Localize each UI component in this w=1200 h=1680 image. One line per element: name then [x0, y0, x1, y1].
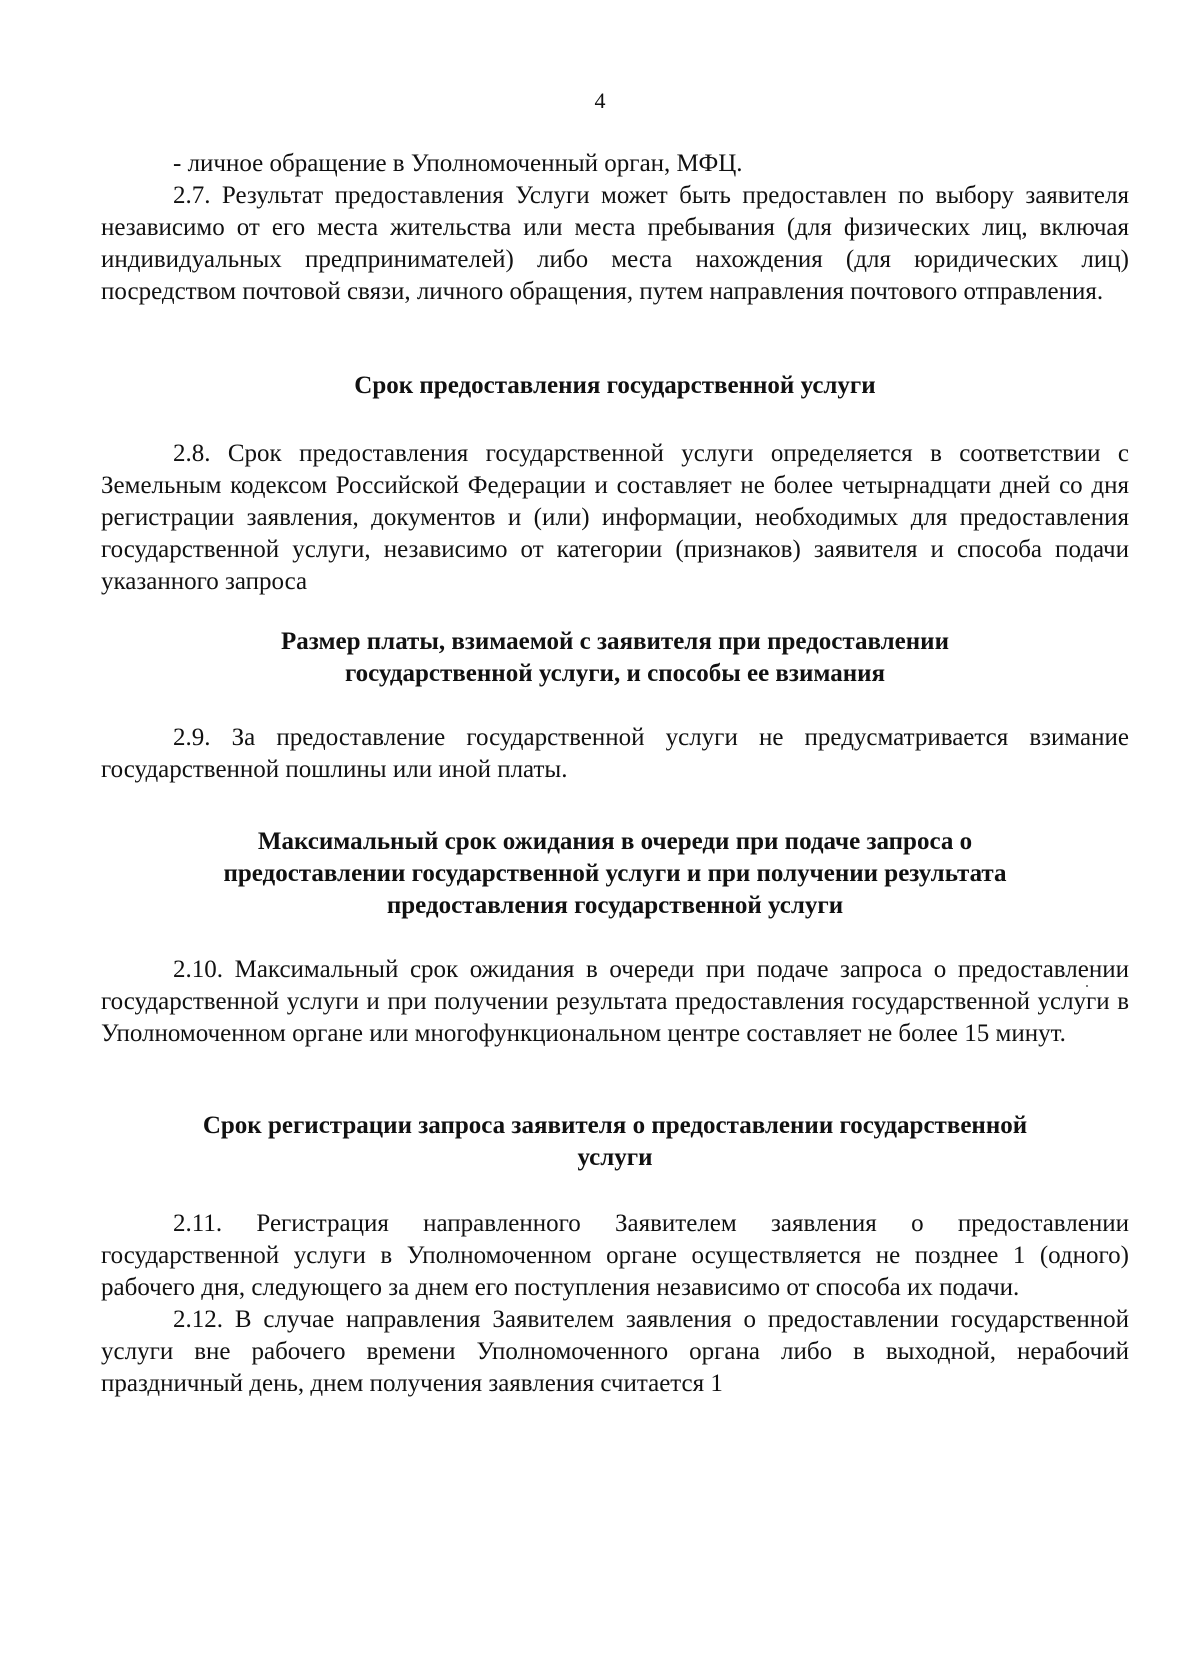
- heading-line: Срок регистрации запроса заявителя о предоставлении государственной: [202, 1112, 1028, 1139]
- text-block-2-11: [101, 1208, 1129, 1400]
- text-block-intro: [101, 148, 1129, 308]
- heading-line: государственной услуги, и способы ее взимания: [344, 660, 886, 687]
- heading-line: Размер платы, взимаемой с заявителя при предоставлении: [281, 628, 949, 655]
- paragraph-2-9: 2.9. За предоставление государственной услуги не предусматривается взимание государственной пошлины или иной платы.: [101, 724, 1129, 783]
- heading-line: предоставления государственной услуги: [386, 892, 844, 919]
- heading-line: предоставлении государственной услуги и при получении результата: [223, 860, 1007, 887]
- paragraph-2-12: 2.12. В случае направления Заявителем заявления о предоставлении государственной услуги вне рабочего времени Уполномоченного органа либо в выходной, нерабочий праздничный день, днем получения заявления считается 1: [101, 1306, 1129, 1397]
- heading-fee: [101, 626, 1129, 690]
- paragraph-2-11: 2.11. Регистрация направленного Заявителем заявления о предоставлении государственной услуги в Уполномоченном органе осуществляется не позднее 1 (одного) рабочего дня, следующего за днем его поступления независимо от способа их подачи.: [101, 1210, 1129, 1301]
- heading-line: услуги: [577, 1144, 653, 1171]
- page-number: 4: [594, 88, 606, 113]
- paragraph-2-10: 2.10. Максимальный срок ожидания в очереди при подаче запроса о предоставлении государственной услуги и при получении результата предоставления государственной услуги в Уполномоченном органе или многофункциональном центре составляет не более 15 минут.: [101, 956, 1129, 1047]
- paragraph-2-8: 2.8. Срок предоставления государственной услуги определяется в соответствии с Земельным кодексом Российской Федерации и составляет не более четырнадцати дней со дня регистрации заявления, документов и (или) информации, необходимых для предоставления государственной услуги, независимо от категории (признаков) заявителя и способа подачи указанного запроса: [101, 440, 1129, 595]
- heading-max-wait: [101, 826, 1129, 922]
- heading-service-term: [101, 370, 1129, 402]
- text-block-2-8: [101, 438, 1129, 598]
- heading-registration-term: [101, 1110, 1129, 1174]
- paragraph-personal-appeal: - личное обращение в Уполномоченный орган, МФЦ.: [173, 150, 743, 177]
- heading-line: Срок предоставления государственной услуги: [354, 372, 876, 399]
- text-block-2-9: [101, 722, 1129, 786]
- scan-speck: [1086, 985, 1088, 987]
- text-block-2-10: [101, 954, 1129, 1050]
- paragraph-2-7: 2.7. Результат предоставления Услуги может быть предоставлен по выбору заявителя независимо от его места жительства или места пребывания (для физических лиц, включая индивидуальных предпринимателей) либо места нахождения (для юридических лиц) посредством почтовой связи, личного обращения, путем направления почтового отправления.: [101, 182, 1129, 305]
- heading-line: Максимальный срок ожидания в очереди при подаче запроса о: [257, 828, 973, 855]
